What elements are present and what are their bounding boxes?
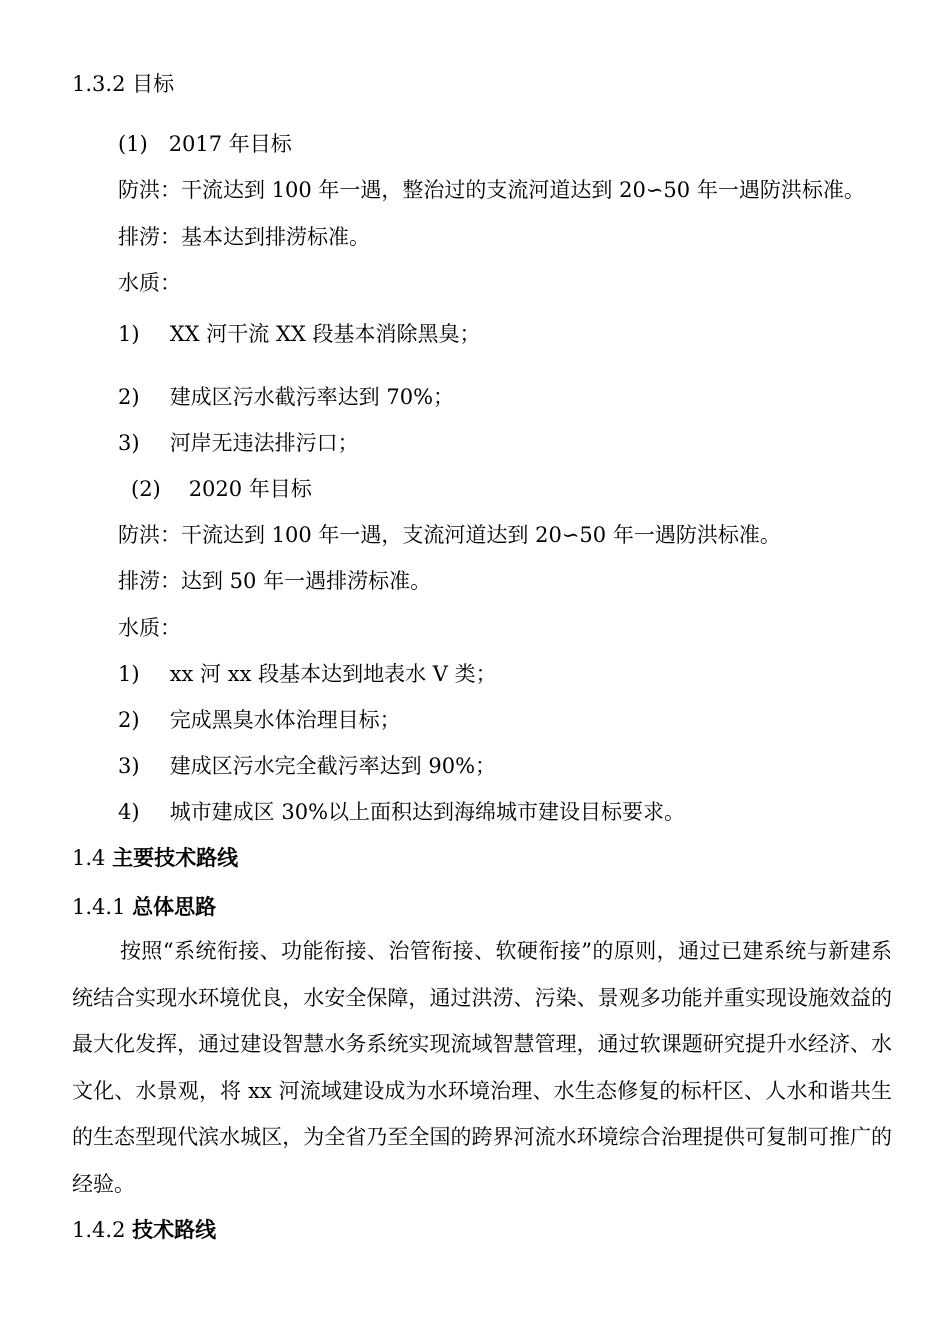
list-text: 建成区污水截污率达到 70%； — [169, 385, 455, 409]
section-number: 1.3.2 — [72, 72, 126, 96]
list-item — [118, 429, 359, 457]
section-title: 主要技术路线 — [112, 845, 239, 870]
list-text: 城市建成区 30%以上面积达到海绵城市建设目标要求。 — [169, 800, 686, 824]
list-number: 3) — [118, 754, 140, 778]
goal-marker: (2) — [131, 477, 161, 501]
flood-2020: 防洪：干流达到 100 年一遇，支流河道达到 20∽50 年一遇防洪标准。 — [118, 523, 781, 547]
drainage-2020: 排涝：达到 50 年一遇排涝标准。 — [118, 569, 432, 593]
goal-2020-heading — [131, 475, 312, 503]
list-number: 1) — [118, 322, 140, 346]
section-heading-1-4-2 — [72, 1216, 216, 1244]
goal-title: 2017 年目标 — [168, 132, 292, 156]
list-item — [118, 706, 401, 734]
goal-2017-heading — [118, 130, 292, 158]
list-text: xx 河 xx 段基本达到地表水 V 类； — [169, 662, 497, 686]
list-number: 4) — [118, 800, 140, 824]
list-text: XX 河干流 XX 段基本消除黑臭； — [169, 322, 481, 346]
section-title: 目标 — [132, 72, 175, 96]
list-text: 完成黑臭水体治理目标； — [169, 708, 401, 732]
section-number: 1.4 — [72, 846, 106, 870]
section-number: 1.4.2 — [72, 1218, 126, 1242]
list-number: 1) — [118, 662, 140, 686]
list-text: 河岸无违法排污口； — [169, 431, 359, 455]
list-item — [118, 752, 496, 780]
list-item — [118, 798, 685, 826]
section-title: 技术路线 — [132, 1217, 217, 1242]
overall-approach-paragraph: 按照“系统衔接、功能衔接、治管衔接、软硬衔接”的原则，通过已建系统与新建系统结合实现水环境优良，水安全保障，通过洪涝、污染、景观多功能并重实现设施效益的最大化发挥，通过建设智慧水务系统实现流域智慧管理，通过软课题研究提升水经济、水文化、水景观，将 xx 河流域建设成为水环境治理、水生态修复的标杆区、人水和谐共生的生态型现代滨水城区，为全省乃至全国的跨界河流水环境综合治理提供可复制可推广的经验。 — [72, 939, 892, 1196]
list-item — [118, 660, 497, 688]
list-item — [118, 320, 481, 348]
section-number: 1.4.1 — [72, 895, 126, 919]
list-number: 3) — [118, 431, 140, 455]
goal-marker: (1) — [118, 132, 148, 156]
water-quality-label-2020: 水质： — [118, 616, 181, 640]
goal-title: 2020 年目标 — [188, 477, 312, 501]
flood-2017: 防洪：干流达到 100 年一遇，整治过的支流河道达到 20∽50 年一遇防洪标准。 — [118, 178, 865, 202]
section-title: 总体思路 — [132, 894, 217, 919]
section-heading-1-4-1 — [72, 893, 216, 921]
list-number: 2) — [118, 708, 140, 732]
water-quality-label-2017: 水质： — [118, 271, 181, 295]
drainage-2017: 排涝：基本达到排涝标准。 — [118, 225, 370, 249]
list-item — [118, 383, 454, 411]
list-number: 2) — [118, 385, 140, 409]
section-heading-1-4 — [72, 844, 238, 872]
list-text: 建成区污水完全截污率达到 90%； — [169, 754, 497, 778]
section-heading-1-3-2 — [72, 70, 174, 98]
